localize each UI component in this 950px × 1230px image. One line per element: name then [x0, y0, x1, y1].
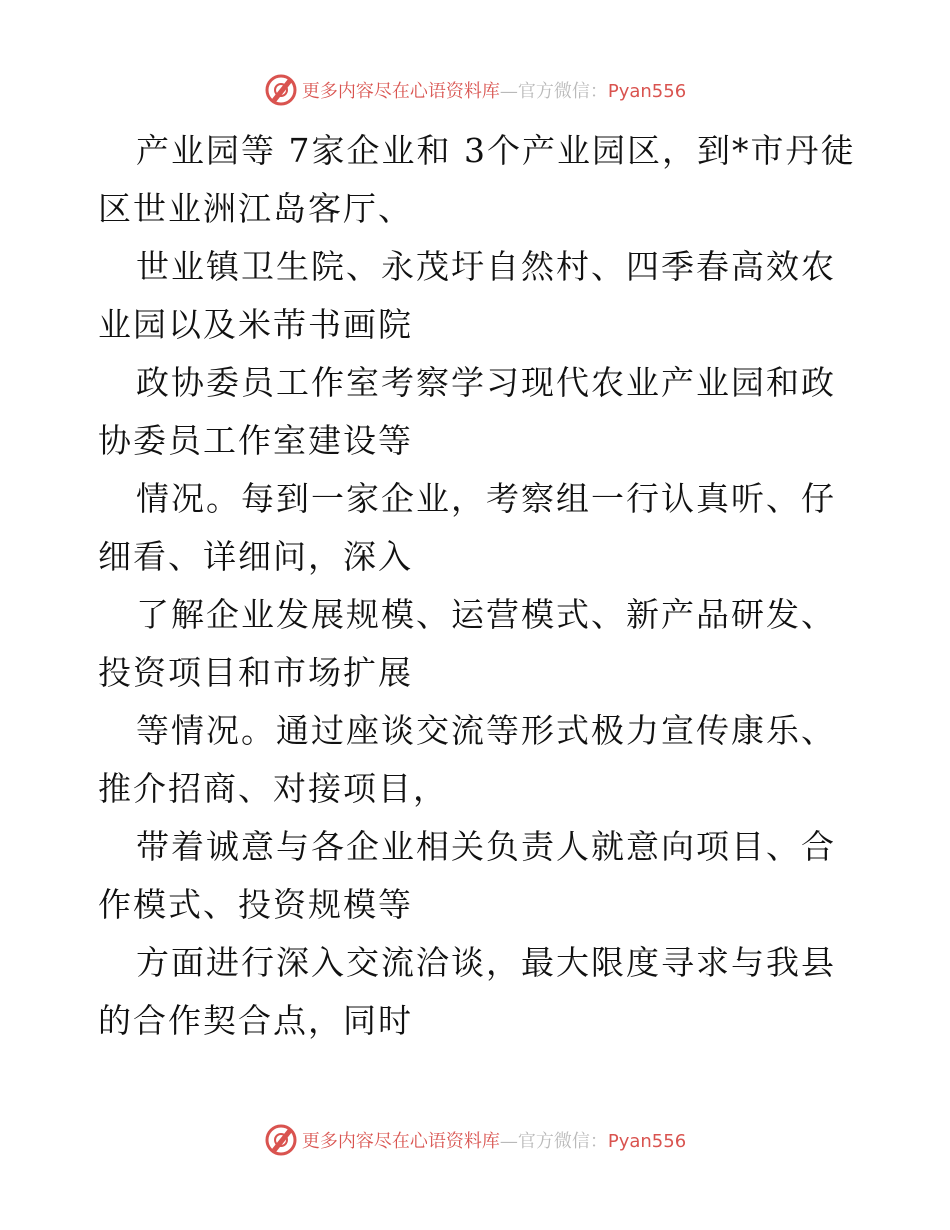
paragraph-6: 等情况。通过座谈交流等形式极力宣传康乐、推介招商、对接项目，: [98, 711, 836, 808]
footer-banner-id: Pyan556: [607, 1131, 687, 1152]
paragraph-5: 了解企业发展规模、运营模式、新产品研发、投资项目和市场扩展: [98, 595, 836, 692]
paragraph-2: 世业镇卫生院、永茂圩自然村、四季春高效农业园以及米芾书画院: [98, 247, 836, 344]
paragraph-4: 情况。每到一家企业，考察组一行认真听、仔细看、详细问，深入: [98, 479, 836, 576]
header-banner: [0, 72, 950, 108]
footer-banner-dash: —: [499, 1131, 518, 1152]
paragraph-3: 政协委员工作室考察学习现代农业产业园和政协委员工作室建设等: [98, 363, 836, 460]
paragraph-1: 产业园等 7家企业和 3个产业园区，到*市丹徒区世业洲江岛客厅、: [98, 131, 856, 228]
footer-banner-text: [302, 1127, 686, 1153]
header-banner-id: Pyan556: [607, 81, 687, 102]
header-banner-text: [302, 77, 686, 103]
pen-logo-icon: [264, 73, 298, 107]
paragraph-7: 带着诚意与各企业相关负责人就意向项目、合作模式、投资规模等: [98, 827, 836, 924]
paragraph-8: 方面进行深入交流洽谈，最大限度寻求与我县的合作契合点，同时: [98, 943, 836, 1040]
footer-banner: [0, 1122, 950, 1158]
header-banner-suffix: 官方微信：: [517, 81, 608, 102]
footer-banner-suffix: 官方微信：: [517, 1131, 608, 1152]
footer-banner-main: 更多内容尽在心语资料库: [301, 1131, 500, 1152]
header-banner-dash: —: [499, 81, 518, 102]
pen-logo-icon: [264, 1123, 298, 1157]
document-body: [98, 122, 858, 1050]
header-banner-main: 更多内容尽在心语资料库: [301, 81, 500, 102]
